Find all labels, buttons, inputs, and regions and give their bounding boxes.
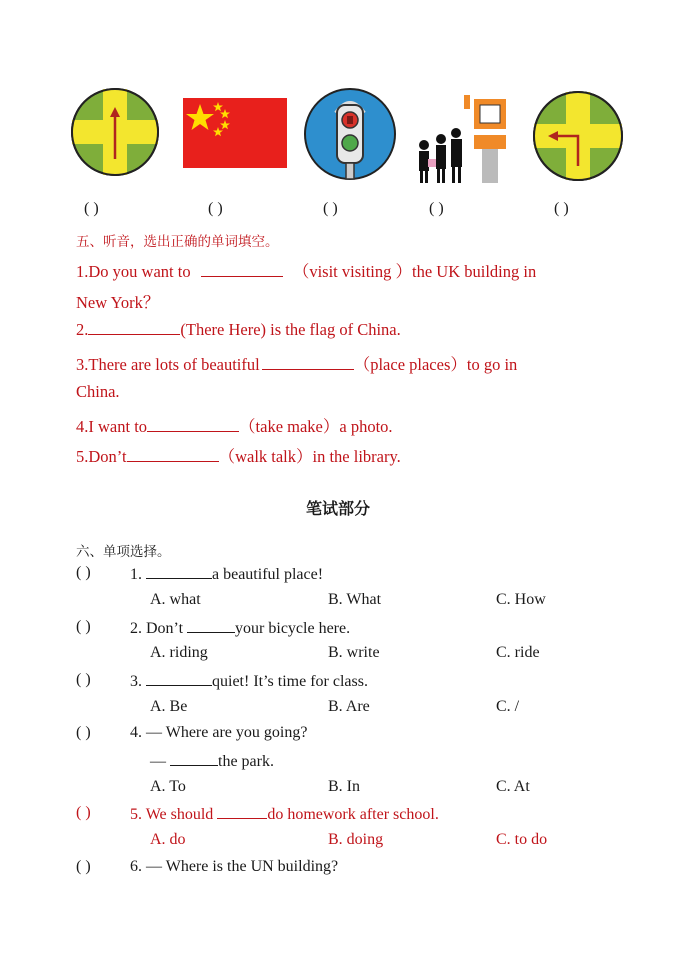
q6-6-paren[interactable]: ( ) <box>76 858 91 875</box>
q6-1-text: a beautiful place! <box>212 566 324 583</box>
q6-1-option-c[interactable]: C. How <box>496 591 546 608</box>
q6-2-stem <box>130 618 350 638</box>
answer-bracket-5[interactable]: ( ) <box>554 200 569 217</box>
section5-question-4 <box>76 413 393 437</box>
q6-5-option-a[interactable]: A. do <box>150 831 186 848</box>
q6-5-text: do homework after school. <box>267 806 439 823</box>
q6-2-number: 2. Don’t <box>130 620 184 637</box>
q6-3-option-a[interactable]: A. Be <box>150 698 188 715</box>
q6-1-option-a[interactable]: A. what <box>150 591 201 608</box>
q6-6-stem: 6. — Where is the UN building? <box>130 858 339 875</box>
q2-options: (There Here) is the flag of China. <box>180 320 401 339</box>
section5-title: 五、听音，选出正确的单词填空。 <box>76 234 279 250</box>
q6-1-option-b[interactable]: B. What <box>328 591 382 608</box>
q6-1-blank[interactable] <box>146 564 212 579</box>
section6-title: 六、单项选择。 <box>76 544 171 560</box>
q6-2-blank[interactable] <box>187 618 235 633</box>
q6-2-paren[interactable]: ( ) <box>76 618 91 635</box>
q6-1-stem <box>130 564 323 584</box>
answer-bracket-3[interactable]: ( ) <box>323 200 338 217</box>
q6-3-text: quiet! It’s time for class. <box>212 673 368 690</box>
q6-4-option-c[interactable]: C. At <box>496 778 530 795</box>
q1-options: （visit visiting ）the UK building in <box>292 262 537 281</box>
q2-number: 2. <box>76 320 89 339</box>
q6-3-option-b[interactable]: B. Are <box>328 698 370 715</box>
go-straight-sign-icon <box>70 87 160 177</box>
q4-options: （take make）a photo. <box>239 417 393 436</box>
traffic-light-icon <box>303 87 397 181</box>
turn-left-sign-icon <box>532 90 624 182</box>
section5-question-3 <box>76 351 517 375</box>
q6-5-blank[interactable] <box>217 804 267 819</box>
q6-4-stem-line2 <box>150 751 274 771</box>
q6-1-paren[interactable]: ( ) <box>76 564 91 581</box>
q4-text: 4.I want to <box>76 417 148 436</box>
q6-2-option-c[interactable]: C. ride <box>496 644 540 661</box>
q1-text: 1.Do you want to <box>76 262 191 281</box>
section5-question-5 <box>76 443 401 467</box>
queue-people-icon <box>414 95 506 183</box>
q6-4-blank[interactable] <box>170 751 218 766</box>
q5-blank[interactable] <box>127 447 219 462</box>
answer-bracket-1[interactable]: ( ) <box>84 200 99 217</box>
q6-2-text: your bicycle here. <box>235 620 351 637</box>
q3-options: （place places）to go in <box>353 355 518 374</box>
q6-5-number: 5. We should <box>130 806 214 823</box>
q6-4-paren[interactable]: ( ) <box>76 724 91 741</box>
q6-5-stem <box>130 804 439 824</box>
q6-4-text: the park. <box>218 753 274 770</box>
q6-5-option-c[interactable]: C. to do <box>496 831 548 848</box>
q6-4-option-b[interactable]: B. In <box>328 778 360 795</box>
q3-text: 3.There are lots of beautiful <box>76 355 260 374</box>
q6-3-option-c[interactable]: C. / <box>496 698 520 715</box>
q6-3-stem <box>130 671 368 691</box>
section5-question-2 <box>76 320 401 340</box>
q6-3-blank[interactable] <box>146 671 212 686</box>
q1-blank[interactable] <box>201 262 283 277</box>
q6-5-option-b[interactable]: B. doing <box>328 831 384 848</box>
section5-question-1 <box>76 258 536 282</box>
answer-bracket-4[interactable]: ( ) <box>429 200 444 217</box>
section5-question-3-cont: China. <box>76 382 120 401</box>
q5-text: 5.Don’t <box>76 447 127 466</box>
q5-options: （walk talk）in the library. <box>218 447 401 466</box>
written-part-title: 笔试部分 <box>306 499 371 518</box>
section5-question-1-cont: New York？ <box>76 293 160 312</box>
q6-3-paren[interactable]: ( ) <box>76 671 91 688</box>
q6-5-paren[interactable]: ( ) <box>76 804 91 821</box>
q6-4-stem: 4. — Where are you going? <box>130 724 308 741</box>
answer-bracket-2[interactable]: ( ) <box>208 200 223 217</box>
q3-blank[interactable] <box>262 355 354 370</box>
q4-blank[interactable] <box>147 417 239 432</box>
q6-4-option-a[interactable]: A. To <box>150 778 186 795</box>
chinese-flag-icon <box>183 98 287 168</box>
q6-3-number: 3. <box>130 673 142 690</box>
q6-2-option-a[interactable]: A. riding <box>150 644 208 661</box>
q6-4-dash: — <box>150 753 166 770</box>
q2-blank[interactable] <box>88 320 180 335</box>
q6-1-number: 1. <box>130 566 142 583</box>
q6-2-option-b[interactable]: B. write <box>328 644 380 661</box>
